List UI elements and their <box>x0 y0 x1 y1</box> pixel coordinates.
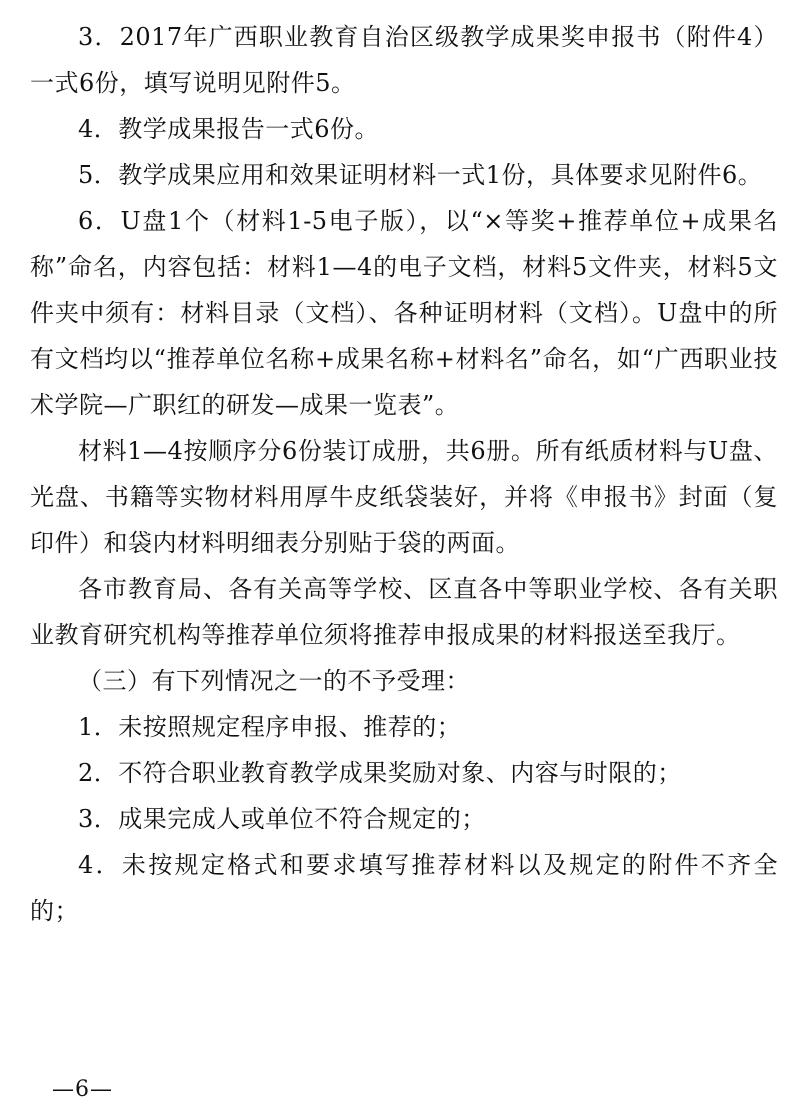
paragraph-item-4: 4．教学成果报告一式6份。 <box>78 115 380 143</box>
rejection-item-4: 4．未按规定格式和要求填写推荐材料以及规定的附件不齐全的； <box>30 851 778 925</box>
rejection-item-2: 2．不符合职业教育教学成果奖励对象、内容与时限的； <box>78 759 682 787</box>
paragraph-item-3: 3．2017年广西职业教育自治区级教学成果奖申报书（附件4）一式6份，填写说明见附件5。 <box>30 23 778 97</box>
paragraph-item-5: 5．教学成果应用和效果证明材料一式1份，具体要求见附件6。 <box>78 161 763 189</box>
rejection-item-3: 3．成果完成人或单位不符合规定的； <box>78 805 486 833</box>
section-heading: （三）有下列情况之一的不予受理： <box>78 667 470 695</box>
paragraph-item-6: 6．U盘1个（材料1-5电子版），以“×等奖+推荐单位+成果名称”命名，内容包括：材料1—4的电子文档，材料5文件夹，材料5文件夹中须有：材料目录（文档）、各种证明材料（文档）。U盘中的所有文档均以“推荐单位名称+成果名称+材料名”命名，如“广西职业技术学院—广职红的研发—成果一览表”。 <box>30 207 778 419</box>
document-body <box>30 14 778 934</box>
paragraph-submission-instructions: 各市教育局、各有关高等学校、区直各中等职业学校、各有关职业教育研究机构等推荐单位须将推荐申报成果的材料报送至我厅。 <box>30 575 778 649</box>
rejection-item-1: 1．未按照规定程序申报、推荐的； <box>78 713 462 741</box>
page-number: —6— <box>52 1077 113 1102</box>
paragraph-binding-instructions: 材料1—4按顺序分6份装订成册，共6册。所有纸质材料与U盘、光盘、书籍等实物材料用厚牛皮纸袋装好，并将《申报书》封面（复印件）和袋内材料明细表分别贴于袋的两面。 <box>30 437 778 557</box>
